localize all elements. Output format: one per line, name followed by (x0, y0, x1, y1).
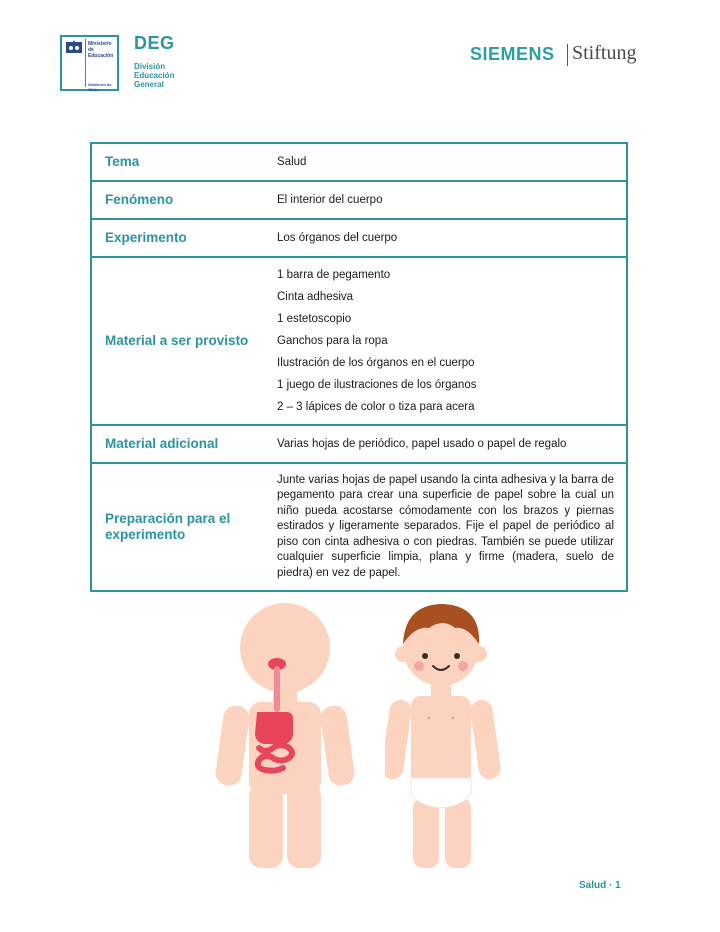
list-item: Ganchos para la ropa (277, 335, 388, 347)
table-row (91, 463, 627, 591)
deg-acronym: DEG (134, 33, 175, 53)
row-value-material-provisto (267, 257, 627, 425)
experiment-info-table (90, 142, 628, 592)
logo-divider (567, 44, 568, 66)
stiftung-logo: Stiftung (572, 42, 637, 64)
list-item: Cinta adhesiva (277, 291, 354, 303)
list-item: Ilustración de los órganos en el cuerpo (277, 357, 475, 369)
stomach-icon (255, 712, 293, 744)
boy-illustration (385, 598, 515, 872)
row-value-experimento: Los órganos del cuerpo (267, 219, 627, 257)
ministry-logo (60, 35, 119, 91)
row-value-material-adicional: Varias hojas de periódico, papel usado o papel de regalo (267, 425, 627, 463)
siemens-logo: SIEMENS (470, 44, 555, 64)
table-row (91, 143, 627, 181)
list-item: 1 juego de ilustraciones de los órganos (277, 379, 477, 391)
table-row (91, 219, 627, 257)
list-item: 2 – 3 lápices de color o tiza para acera (277, 401, 475, 413)
row-label-material-adicional: Material adicional (91, 425, 267, 463)
crest-icon (65, 40, 83, 54)
row-label-experimento: Experimento (91, 219, 267, 257)
esophagus-icon (274, 666, 280, 712)
row-value-fenomeno: El interior del cuerpo (267, 181, 627, 219)
row-label-tema: Tema (91, 143, 267, 181)
list-item: 1 estetoscopio (277, 313, 352, 325)
table-row (91, 181, 627, 219)
government-name: Gobierno de Chile (88, 82, 112, 92)
ministry-name: Ministerio de Educación (88, 41, 114, 59)
page-footer-label: Salud · 1 (579, 880, 621, 891)
row-label-material-provisto: Material a ser provisto (91, 257, 267, 425)
row-label-preparacion: Preparación para el experimento (91, 463, 267, 591)
row-value-tema: Salud (267, 143, 627, 181)
deg-division: División Educación General (134, 62, 175, 89)
organs-body-illustration (215, 600, 355, 872)
row-value-preparacion: Junte varias hojas de papel usando la cinta adhesiva y la barra de pegamento para crear una superficie de papel sobre la cual un niño pueda acostarse cómodamente con los brazos y piernas estirados y ligeramente separados. Fije el papel de periódico al piso con cinta adhesiva o con piedras. También se puede utilizar cualquier superficie limpia, plana y firme (madera, suelo de piedra) en vez de papel. (267, 463, 627, 591)
list-item: 1 barra de pegamento (277, 269, 391, 281)
table-row (91, 257, 627, 425)
table-row (91, 425, 627, 463)
row-label-fenomeno: Fenómeno (91, 181, 267, 219)
